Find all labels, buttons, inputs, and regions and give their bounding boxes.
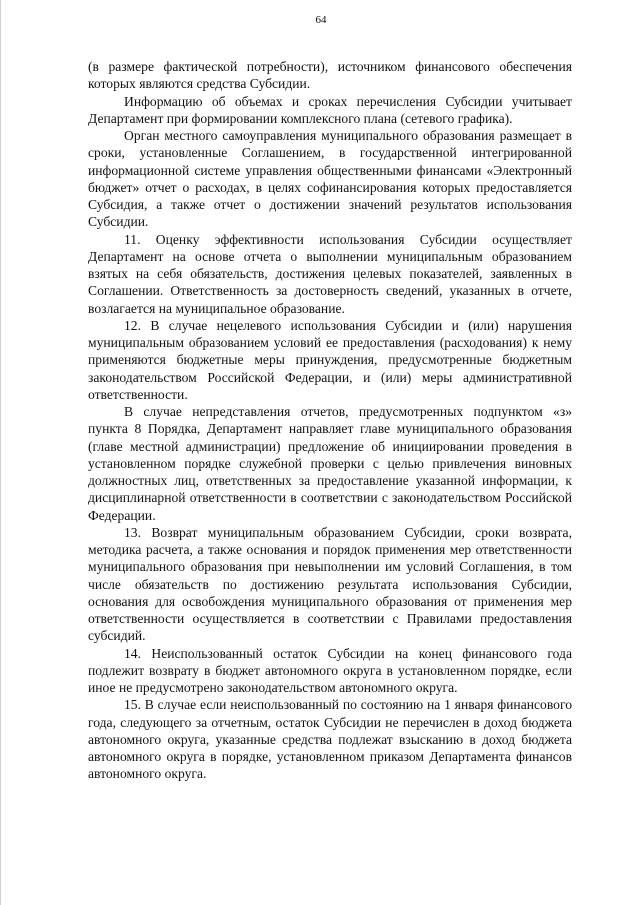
page-number: 64	[315, 14, 327, 26]
paragraph-item-13: 13. Возврат муниципальным образованием Субсидии, сроки возврата, методика расчета, а также основания и порядок применения мер ответственности муниципального образования при невыполнении им условий Соглашения, в том числе обязательств по достижению результата использования Субсидии, основания для освобождения муниципального образования от применения мер ответственности осуществляется в соответствии с Правилами предоставления субсидий.	[88, 524, 572, 644]
paragraph-item-15: 15. В случае если неиспользованный по состоянию на 1 января финансового года, следующего за отчетным, остаток Субсидии не перечислен в доход бюджета автономного округа, указанные средства подлежат взысканию в доход бюджета автономного округа в порядке, установленном приказом Департамента финансов автономного округа.	[88, 697, 572, 782]
document-body	[88, 58, 572, 783]
paragraph-plan-info: Информацию об объемах и сроках перечисления Субсидии учитывает Департамент при формировании комплексного плана (сетевого графика).	[88, 93, 572, 126]
paragraph-item-11: 11. Оценку эффективности использования Субсидии осуществляет Департамент на основе отчета о выполнении муниципальным образованием взятых на себя обязательств, достижения целевых показателей, заявленных в Соглашении. Ответственность за достоверность сведений, указанных в отчете, возлагается на муниципальное образование.	[88, 231, 572, 316]
paragraph-item-12: 12. В случае нецелевого использования Субсидии и (или) нарушения муниципальным образованием условий ее предоставления (расходования) к нему применяются бюджетные меры принуждения, предусмотренные бюджетным законодательством Российской Федерации, и (или) меры административной ответственности.	[88, 317, 572, 402]
paragraph-non-submission: В случае непредставления отчетов, предусмотренных подпунктом «з» пункта 8 Порядка, Департамент направляет главе муниципального образования (главе местной администрации) предложение об инициировании проведения в установленном порядке служебной проверки с целью привлечения виновных должностных лиц, ответственных за предоставление указанной информации, к дисциплинарной ответственности в соответствии с законодательством Российской Федерации.	[88, 404, 572, 523]
paragraph-item-14: 14. Неиспользованный остаток Субсидии на конец финансового года подлежит возврату в бюджет автономного округа в установленном порядке, если иное не предусмотрено законодательством автономного округа.	[88, 645, 572, 695]
paragraph-continuation: (в размере фактической потребности), источником финансового обеспечения которых являются средства Субсидии.	[88, 59, 572, 92]
paragraph-reporting: Орган местного самоуправления муниципального образования размещает в сроки, установленные Соглашением, в государственной интегрированной информационной системе управления общественными финансами «Электронный бюджет» отчет о расходах, в целях софинансирования которых предоставляется Субсидия, а также отчет о достижении значений результатов использования Субсидии.	[88, 128, 572, 230]
